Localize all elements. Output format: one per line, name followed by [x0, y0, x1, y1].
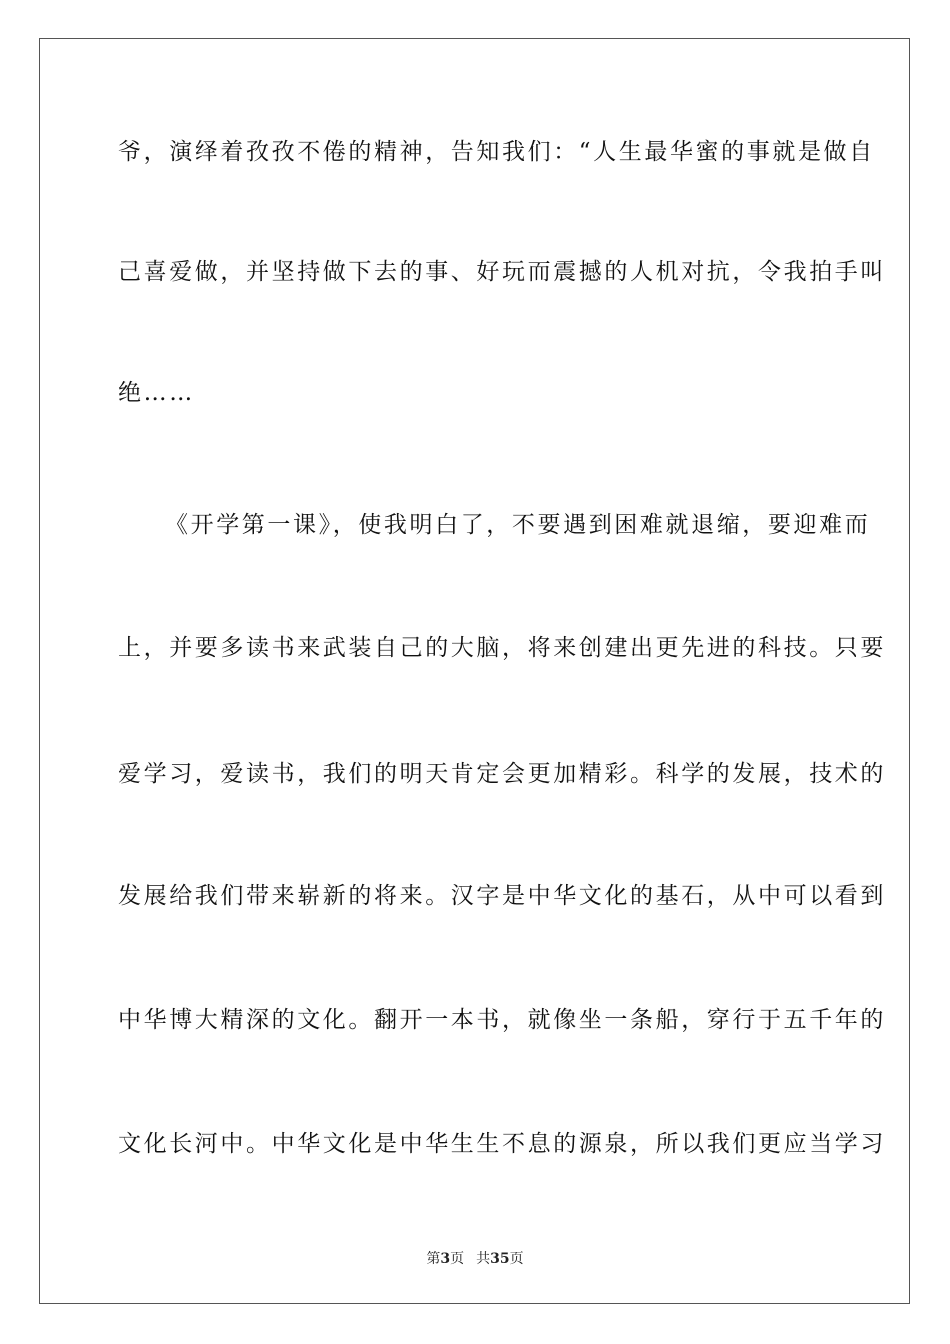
page-suffix: 页 — [450, 1251, 465, 1267]
page-footer — [0, 1248, 950, 1268]
page-prefix: 第 — [426, 1251, 441, 1267]
total-prefix: 共 — [476, 1251, 491, 1267]
paragraph-line: 发展给我们带来崭新的将来。汉字是中华文化的基石，从中可以看到 — [118, 883, 886, 909]
paragraph-line: 爷，演绎着孜孜不倦的精神，告知我们：“人生最华蜜的事就是做自 — [118, 139, 875, 165]
total-pages: 35 — [490, 1251, 510, 1267]
paragraph-line: 中华博大精深的文化。翻开一本书，就像坐一条船，穿行于五千年的 — [118, 1007, 886, 1033]
paragraph-line: 上，并要多读书来武装自己的大脑，将来创建出更先进的科技。只要 — [118, 635, 886, 661]
paragraph-line: 文化长河中。中华文化是中华生生不息的源泉，所以我们更应当学习 — [118, 1131, 886, 1157]
page-number: 3 — [440, 1251, 451, 1267]
page-border — [39, 38, 910, 1304]
paragraph-line: 绝…… — [118, 380, 195, 406]
paragraph-first-line: 《开学第一课》，使我明白了，不要遇到困难就退缩，要迎难而 — [165, 512, 871, 538]
paragraph-line: 爱学习，爱读书，我们的明天肯定会更加精彩。科学的发展，技术的 — [118, 761, 886, 787]
paragraph-line: 己喜爱做，并坚持做下去的事、好玩而震撼的人机对抗，令我拍手叫 — [118, 259, 886, 285]
total-suffix: 页 — [509, 1251, 524, 1267]
